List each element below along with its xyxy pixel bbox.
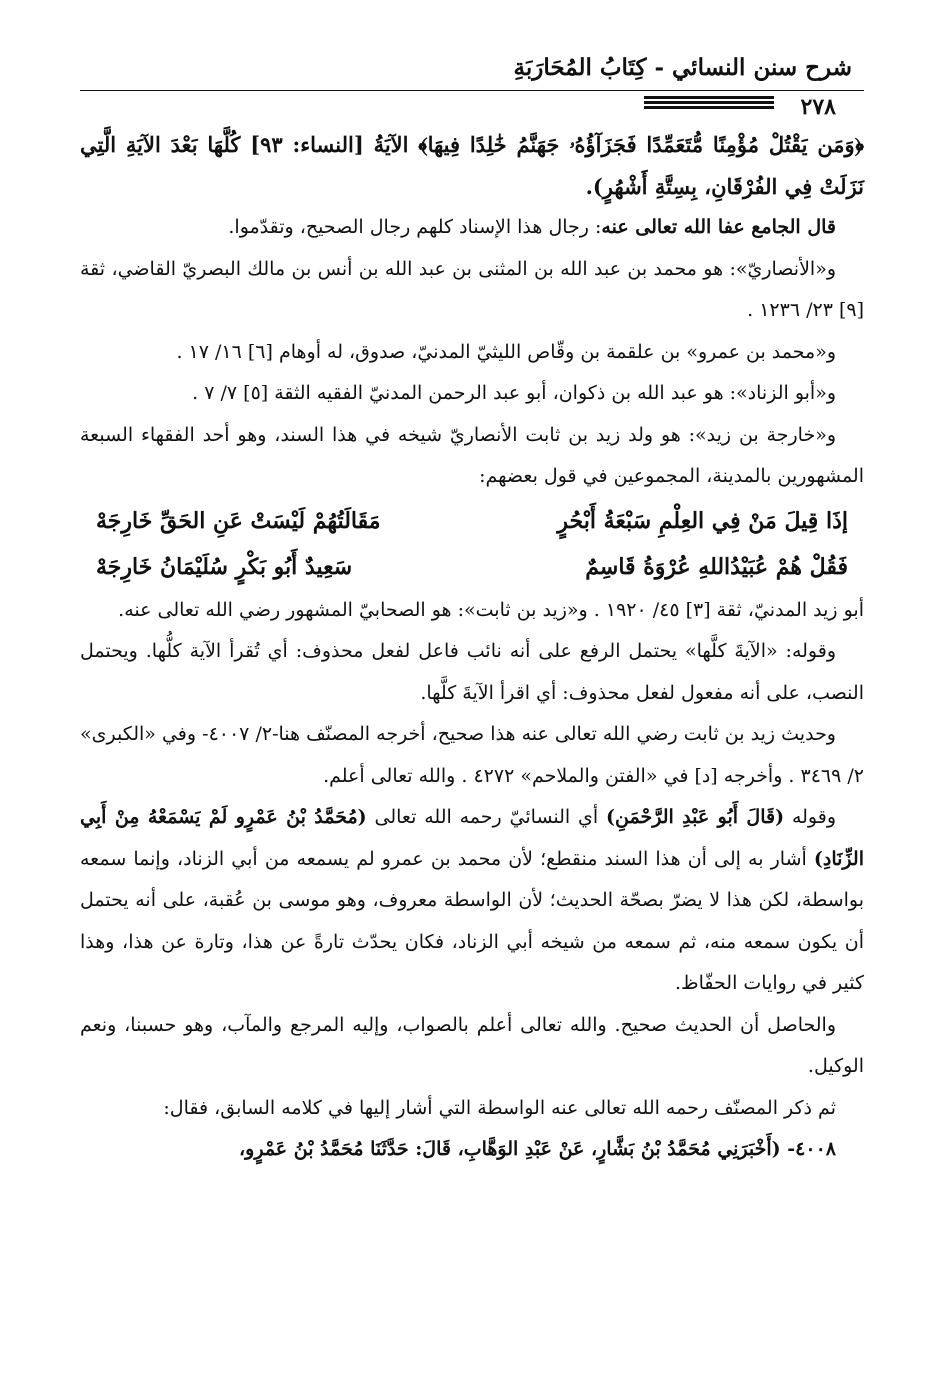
quoted-text: (مُحَمَّدُ بْنُ عَمْرٍو لَمْ يَسْمَعْهُ مِنْ أَبِي الزِّنَادِ) — [80, 806, 864, 870]
compiler-text: : رجال هذا الإسناد كلهم رجال الصحيح، وتقدّموا. — [228, 216, 602, 238]
paragraph-commentary — [80, 797, 864, 1005]
header-rule — [80, 90, 864, 91]
quoted-text: (قَالَ أَبُو عَبْدِ الرَّحْمَنِ) — [606, 806, 785, 828]
page-header — [80, 54, 864, 120]
header-ornament — [644, 96, 774, 110]
poem-hemistich: إذَا قِيلَ مَنْ فِي العِلْمِ سَبْعَةُ أَبْحُرٍ — [557, 507, 848, 534]
poem-hemistich: فَقُلْ هُمْ عُبَيْدُاللهِ عُرْوَةُ قَاسِمٌ — [585, 553, 848, 580]
poem — [80, 498, 864, 590]
paragraph-transition: ثم ذكر المصنّف رحمه الله تعالى عنه الواسطة التي أشار إليها في كلامه السابق، فقال: — [163, 1096, 836, 1119]
compiler-lead: قال الجامع عفا الله تعالى عنه — [601, 216, 836, 238]
paragraph-compiler-note — [80, 207, 864, 249]
paragraph-ansari: و«الأنصاريّ»: هو محمد بن عبد الله بن المثنى بن عبد الله بن أنس بن مالك البصريّ القاضي، ثقة [٩] ٢٣/ ١٢٣٦ . — [80, 257, 864, 321]
paragraph-kharija: و«خارجة بن زيد»: هو ولد زيد بن ثابت الأنصاريّ شيخه في هذا السند، وهو أحد الفقهاء السبعة المشهورين بالمدينة، المجموعين في قول بعضهم: — [80, 423, 864, 487]
paragraph-muhammad-bin-amr: و«محمد بن عمرو» بن علقمة بن وقّاص الليثيّ المدنيّ، صدوق، له أوهام [٦] ١٦/ ١٧ . — [176, 340, 836, 363]
commentary-text: أي النسائيّ رحمه الله تعالى — [366, 806, 607, 828]
commentary-text: وقوله — [784, 806, 836, 828]
page-body — [80, 124, 864, 1171]
paragraph-grammar: وقوله: «الآيةَ كلَّها» يحتمل الرفع على أنه نائب فاعل لفعل محذوف: أي تُقرأ الآية كلُّها. ويحتمل النصب، على أنه مفعول لفعل محذوف: أي اقرأ الآيةَ كلَّها. — [80, 640, 864, 704]
commentary-text: أشار به إلى أن هذا السند منقطع؛ لأن محمد بن عمرو لم يسمعه من أبي الزناد، وإنما سمعه بواسطة، لكن هذا لا يضرّ بصحّة الحديث؛ لأن الواسطة معروف، وهو موسى بن عُقبة، على أنه يحتمل أن يكون سمعه منه، ثم سمعه من شيخه أبي الزناد، فكان يحدّث تارةً عن هذا، وتارة عن هذا، وهذا كثير في روايات الحفّاظ. — [80, 847, 864, 994]
paragraph-zaid: أبو زيد المدنيّ، ثقة [٣] ٤٥/ ١٩٢٠ . و«زيد بن ثابت»: هو الصحابيّ المشهور رضي الله تعالى عنه. — [118, 598, 864, 621]
paragraph-takhrij: وحديث زيد بن ثابت رضي الله تعالى عنه هذا صحيح، أخرجه المصنّف هنا-٢/ ٤٠٠٧- وفي «الكبرى» ٢/ ٣٤٦٩ . وأخرجه [د] في «الفتن والملاحم» ٤٢٧٢ . والله تعالى أعلم. — [80, 723, 864, 787]
poem-line — [80, 498, 864, 544]
quran-paragraph: ﴿وَمَن يَقْتُلْ مُؤْمِنًا مُّتَعَمِّدًا فَجَزَآؤُهُۥ جَهَنَّمُ خَٰلِدًا فِيهَا﴾ الآيَةُ [النساء: ٩٣] كُلَّهَا بَعْدَ الآيَةِ الَّتِي نَزَلَتْ فِي الفُرْقَانِ، بِسِتَّةِ أَشْهُرٍ). — [80, 132, 864, 199]
running-title: شرح سنن النسائي - كِتَابُ المُحَارَبَةِ — [513, 54, 852, 81]
hadith-4008: ٤٠٠٨- (أَخْبَرَنِي مُحَمَّدُ بْنُ بَشَّارٍ، عَنْ عَبْدِ الوَهَّابِ، قَالَ: حَدَّثَنَا مُحَمَّدُ بْنُ عَمْرٍو، — [239, 1138, 836, 1160]
paragraph-conclusion: والحاصل أن الحديث صحيح. والله تعالى أعلم بالصواب، وإليه المرجع والمآب، وهو حسبنا، ونعم الوكيل. — [80, 1013, 864, 1077]
poem-line — [80, 544, 864, 590]
poem-hemistich: مَقَالَتُهُمْ لَيْسَتْ عَنِ الحَقِّ خَارِجَهْ — [96, 507, 381, 534]
page-number: ٢٧٨ — [793, 94, 844, 120]
paragraph-abu-zinad: و«أبو الزناد»: هو عبد الله بن ذكوان، أبو عبد الرحمن المدنيّ الفقيه الثقة [٥] ٧/ ٧ . — [192, 382, 836, 404]
poem-hemistich: سَعِيدٌ أَبُو بَكْرٍ سُلَيْمَانُ خَارِجَهْ — [96, 553, 353, 580]
